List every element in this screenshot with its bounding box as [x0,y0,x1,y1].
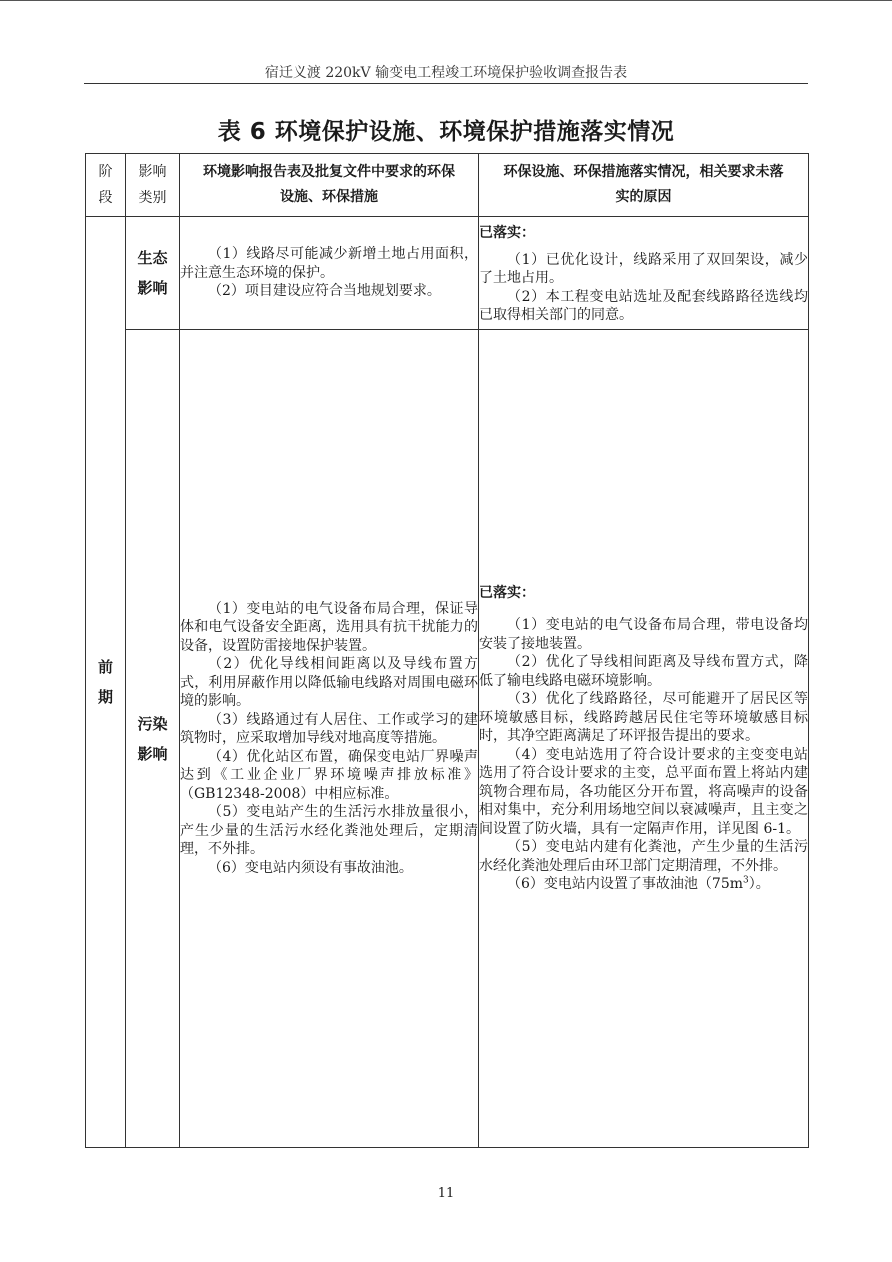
requirement-item: （6）变电站内须设有事故油池。 [208,859,413,876]
implementation-item [479,875,808,894]
category-cell-pollution: 污染影响 [126,330,180,1148]
requirement-item: （5）变电站产生的生活污水排放量很小，产生少量的生活污水经化粪池处理后，定期清理，不外排。 [180,804,478,858]
status-label: 已落实： [479,584,535,601]
implementation-item: （5）变电站内建有化粪池，产生少量的生活污水经化粪池处理后由环卫部门定期清理，不外排。 [479,839,808,874]
implementation-cell-ecological [479,217,809,330]
running-header: 宿迁义渡 220kV 输变电工程竣工环境保护验收调查报告表 [264,65,628,81]
implementation-cell-pollution [479,330,809,1148]
table-header-row [86,154,809,217]
requirement-item: （4）优化站区布置，确保变电站厂界噪声达到《工业企业厂界环境噪声排放标准》（GB12348-2008）中相应标准。 [180,748,478,802]
requirements-cell-pollution [180,330,479,1148]
table-row [86,217,809,330]
requirements-cell-ecological [180,217,479,330]
header-rule [84,83,808,84]
implementation-item: （1）已优化设计，线路采用了双回架设，减少了土地占用。 [479,251,808,287]
header-requirements: 环境影响报告表及批复文件中要求的环保设施、环保措施 [180,154,479,217]
superscript: 3 [743,875,749,886]
implementation-item: （2）本工程变电站选址及配套线路路径选线均已取得相关部门的同意。 [479,288,808,324]
table-row [86,330,809,1148]
requirement-item: （2）项目建设应符合当地规划要求。 [208,283,441,300]
requirement-item: （1）线路尽可能减少新增土地占用面积，并注意生态环境的保护。 [180,246,478,281]
measures-table [85,153,809,1148]
implementation-item: （2）优化了导线相间距离及导线布置方式，降低了输电线路电磁环境影响。 [479,654,808,689]
top-border-line [0,0,892,1]
implementation-item: （4）变电站选用了符合设计要求的主变变电站选用了符合设计要求的主变，总平面布置上将站内建筑物合理布局，各功能区分开布置，将高噪声的设备相对集中，充分利用场地空间以衰减噪声，且主变之间设置了防火墙，具有一定隔声作用，详见图 6-1。 [479,746,808,837]
category-cell-ecological: 生态影响 [126,217,180,330]
page-title: 表 6 环境保护设施、环境保护措施落实情况 [217,119,675,145]
implementation-item-text: （6）变电站内设置了事故油池（75m [507,876,743,892]
header-phase: 阶段 [86,154,126,217]
header-implementation: 环保设施、环保措施落实情况，相关要求未落实的原因 [479,154,809,217]
implementation-item: （1）变电站的电气设备布局合理，带电设备均安装了接地装置。 [479,617,808,652]
implementation-item-tail: ）。 [748,876,770,892]
requirement-item: （1）变电站的电气设备布局合理，保证导体和电气设备安全距离，选用具有抗干扰能力的设备，设置防雷接地保护装置。 [180,600,478,654]
page-number: 11 [437,1186,455,1201]
requirement-item: （2）优化导线相间距离以及导线布置方式，利用屏蔽作用以降低输电线路对周围电磁环境的影响。 [180,656,478,710]
status-label: 已落实： [479,225,535,242]
requirement-item: （3）线路通过有人居住、工作或学习的建筑物时，应采取增加导线对地高度等措施。 [180,711,478,747]
stage-cell: 前期 [86,217,126,1148]
header-category: 影响类别 [126,154,180,217]
implementation-item: （3）优化了线路路径，尽可能避开了居民区等环境敏感目标，线路跨越居民住宅等环境敏感目标时，其净空距离满足了环评报告提出的要求。 [479,691,808,744]
